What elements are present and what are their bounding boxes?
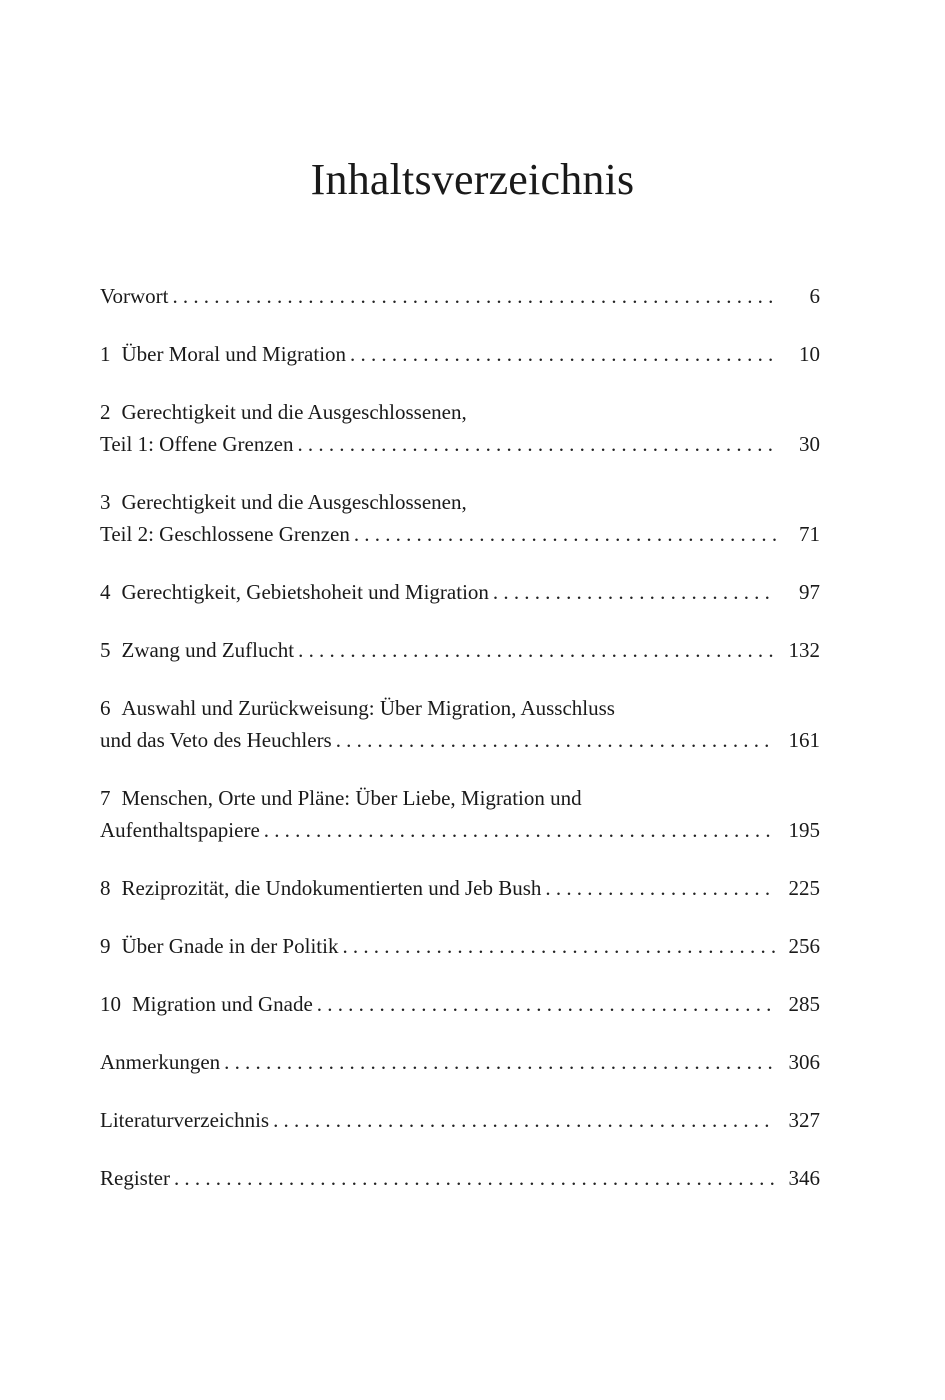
chapter-number: 7: [100, 786, 111, 810]
toc-row: [100, 1162, 820, 1194]
toc-entry-title: [100, 988, 313, 1020]
toc-entry-vorwort: [100, 280, 820, 312]
toc-entry-title: Teil 1: Offene Grenzen: [100, 432, 294, 456]
toc-entry-title: Literaturverzeichnis: [100, 1108, 270, 1132]
toc-entry-first-line: [100, 692, 820, 724]
dot-leader: [354, 518, 776, 550]
toc-page-number: 327: [788, 1108, 820, 1132]
toc-row: [100, 576, 820, 608]
toc-entry-title: Aufenthaltspapiere: [100, 818, 260, 842]
toc-row: [100, 518, 820, 550]
dot-leader: [350, 338, 776, 370]
chapter-title-line: Auswahl und Zurückweisung: Über Migration, Ausschluss: [121, 696, 615, 720]
dot-leader: [174, 1162, 776, 1194]
toc-entry-title: Vorwort: [100, 284, 169, 308]
toc-entry-title: [100, 930, 338, 962]
dot-leader: [224, 1046, 776, 1078]
chapter-number: 6: [100, 696, 111, 720]
chapter-title: Zwang und Zuflucht: [121, 638, 295, 662]
toc-entry-first-line: [100, 486, 820, 518]
toc-row: [100, 428, 820, 460]
toc-row: [100, 1104, 820, 1136]
toc-entry-literaturverzeichnis: [100, 1104, 820, 1136]
chapter-number: 1: [100, 342, 111, 366]
toc-entry-chapter-7: [100, 782, 820, 846]
toc-row: [100, 634, 820, 666]
toc-page-number: 256: [788, 934, 820, 958]
toc-page-number: 6: [809, 284, 820, 308]
chapter-title: Über Gnade in der Politik: [121, 934, 339, 958]
chapter-title: Gerechtigkeit, Gebietshoheit und Migration: [121, 580, 489, 604]
toc-page-number: 10: [799, 342, 820, 366]
chapter-number: 10: [100, 992, 121, 1016]
dot-leader: [264, 814, 776, 846]
toc-entry-first-line: [100, 396, 820, 428]
table-of-contents: [100, 0, 820, 1400]
toc-entry-title: [100, 872, 541, 904]
toc-page-number: 195: [788, 818, 820, 842]
toc-page-number: 225: [788, 876, 820, 900]
toc-entry-title: und das Veto des Heuchlers: [100, 728, 332, 752]
toc-entry-title: [100, 576, 489, 608]
chapter-title-line: Gerechtigkeit und die Ausgeschlossenen,: [121, 490, 467, 514]
toc-row: [100, 988, 820, 1020]
toc-entry-chapter-4: [100, 576, 820, 608]
dot-leader: [172, 280, 776, 312]
toc-entry-chapter-3: [100, 486, 820, 550]
dot-leader: [336, 724, 776, 756]
chapter-number: 9: [100, 934, 111, 958]
toc-page-number: 71: [799, 522, 820, 546]
chapter-title-line: Menschen, Orte und Pläne: Über Liebe, Migration und: [121, 786, 582, 810]
dot-leader: [297, 428, 776, 460]
toc-page-number: 30: [799, 432, 820, 456]
toc-entry-title: [100, 634, 294, 666]
toc-entry-title: Anmerkungen: [100, 1050, 221, 1074]
toc-entry-chapter-2: [100, 396, 820, 460]
chapter-number: 4: [100, 580, 111, 604]
toc-entry-chapter-8: [100, 872, 820, 904]
toc-entry-title: [100, 338, 346, 370]
chapter-number: 5: [100, 638, 111, 662]
dot-leader: [545, 872, 776, 904]
toc-row: [100, 280, 820, 312]
toc-page-number: 161: [788, 728, 820, 752]
chapter-title: Migration und Gnade: [132, 992, 313, 1016]
chapter-number: 8: [100, 876, 111, 900]
dot-leader: [317, 988, 776, 1020]
toc-entry-first-line: [100, 782, 820, 814]
dot-leader: [273, 1104, 776, 1136]
chapter-title-line: Gerechtigkeit und die Ausgeschlossenen,: [121, 400, 467, 424]
chapter-number: 2: [100, 400, 111, 424]
toc-entry-register: [100, 1162, 820, 1194]
toc-entry-chapter-6: [100, 692, 820, 756]
toc-page-number: 285: [788, 992, 820, 1016]
toc-row: [100, 724, 820, 756]
toc-entry-anmerkungen: [100, 1046, 820, 1078]
toc-entry-chapter-1: [100, 338, 820, 370]
toc-page-number: 346: [788, 1166, 820, 1190]
toc-entry-chapter-9: [100, 930, 820, 962]
toc-row: [100, 814, 820, 846]
toc-page-number: 132: [788, 638, 820, 662]
toc-row: [100, 338, 820, 370]
dot-leader: [298, 634, 776, 666]
toc-page-number: 306: [788, 1050, 820, 1074]
toc-row: [100, 930, 820, 962]
toc-entry-title: Teil 2: Geschlossene Grenzen: [100, 522, 350, 546]
dot-leader: [342, 930, 776, 962]
toc-row: [100, 1046, 820, 1078]
chapter-title: Über Moral und Migration: [121, 342, 347, 366]
toc-entry-chapter-10: [100, 988, 820, 1020]
toc-page-number: 97: [799, 580, 820, 604]
dot-leader: [493, 576, 776, 608]
chapter-number: 3: [100, 490, 111, 514]
chapter-title: Reziprozität, die Undokumentierten und Jeb Bush: [121, 876, 542, 900]
toc-entry-title: Register: [100, 1166, 170, 1190]
page-title: Inhaltsverzeichnis: [310, 155, 635, 204]
toc-row: [100, 872, 820, 904]
toc-entry-chapter-5: [100, 634, 820, 666]
